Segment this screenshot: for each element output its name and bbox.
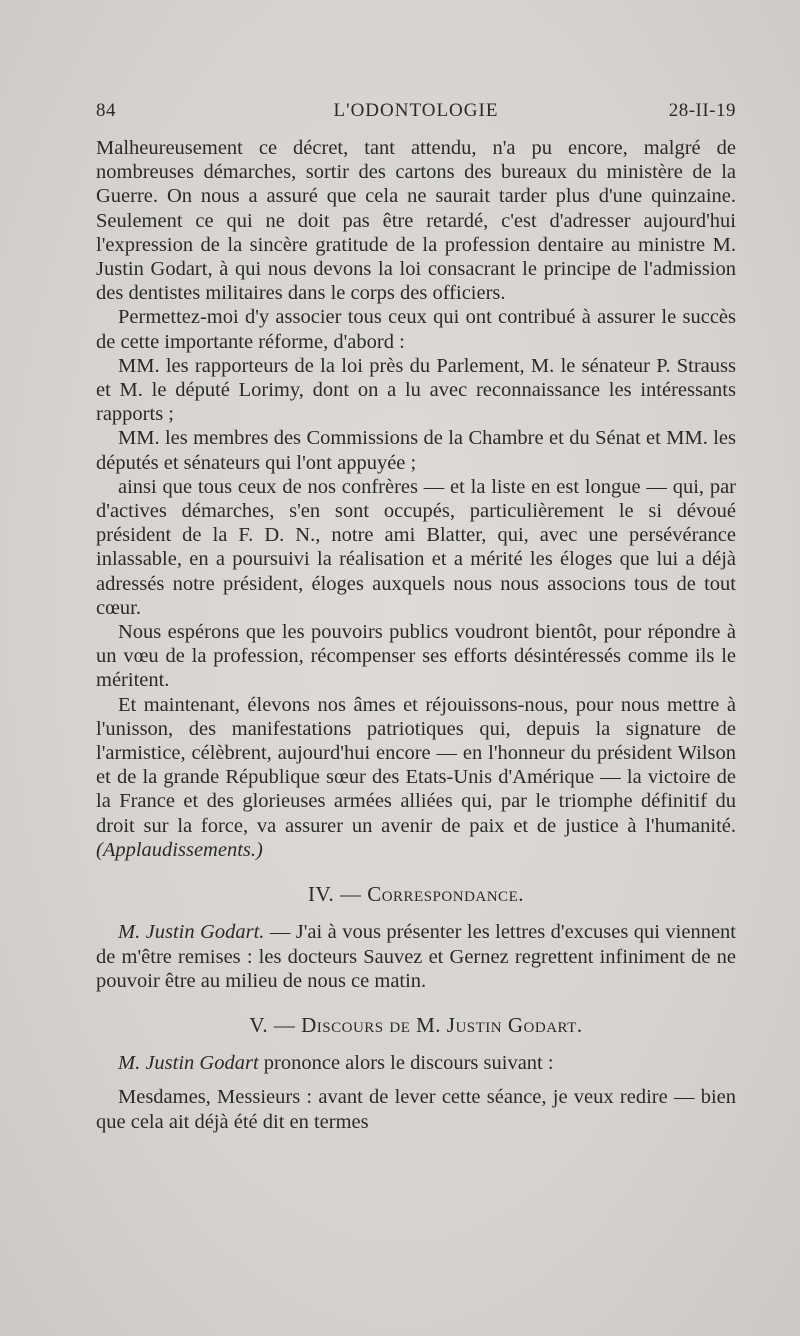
applause-note: (Applaudissements.) [96, 838, 263, 861]
paragraph: ainsi que tous ceux de nos confrères — et la liste en est longue — qui, par d'actives démarches, s'en sont occupés, particulièrement le si dévoué président de la F. D. N., notre ami Blatter, qui, avec une persévérance inlassable, en a poursuivi la réalisation et a mérité les éloges que lui a déjà adressés notre président, éloges auxquels nous nous associons tous de tout cœur. [96, 475, 736, 619]
paragraph-text: Et maintenant, élevons nos âmes et réjouissons-nous, pour nous mettre à l'unisson, des manifestations patriotiques qui, depuis la signature de l'armistice, célèbrent, aujourd'hui encore — en l'honneur du président Wilson et de la grande République sœur des Etats-Unis d'Amérique — la victoire de la France et des glorieuses armées alliées qui, par le triomphe définitif du droit sur la force, va assurer un avenir de paix et de justice à l'humanité. [96, 693, 736, 837]
speaker-name: M. Justin Godart. [118, 921, 265, 944]
section-heading-discours: V. — Discours de M. Justin Godart. [249, 1012, 583, 1037]
paragraph [96, 920, 736, 993]
paragraph: MM. les rapporteurs de la loi près du Parlement, M. le sénateur P. Strauss et M. le député Lorimy, dont on a lu avec reconnaissance les intéressants rapports ; [96, 354, 736, 426]
paragraph-text: — J'ai à vous présenter les lettres d'excuses qui viennent de m'être remises : les docteurs Sauvez et Gernez regrettent infiniment de ne pouvoir être au milieu de nous ce matin. [96, 921, 736, 992]
paragraph: Permettez-moi d'y associer tous ceux qui ont contribué à assurer le succès de cette importante réforme, d'abord : [96, 306, 736, 353]
issue-date: 28-II-19 [668, 100, 736, 121]
paragraph: MM. les membres des Commissions de la Chambre et du Sénat et MM. les députés et sénateurs qui l'ont appuyée ; [96, 427, 736, 474]
speaker-name: M. Justin Godart [118, 1052, 259, 1075]
paragraph [96, 693, 736, 862]
running-header [96, 100, 736, 128]
journal-title: L'ODONTOLOGIE [333, 100, 499, 121]
paragraph: Malheureusement ce décret, tant attendu, n'a pu encore, malgré de nombreuses démarches, sortir des cartons des bureaux du ministère de la Guerre. On nous a assuré que cela ne saurait tarder plus d'une quinzaine. Seulement ce qui ne doit pas être retardé, c'est d'adresser aujourd'hui l'expression de la sincère gratitude de la profession dentaire au ministre M. Justin Godart, à qui nous devons la loi consacrant le principe de l'admission des dentistes militaires dans le corps des officiers. [96, 137, 736, 305]
paragraph-text: prononce alors le discours suivant : [263, 1052, 554, 1075]
paragraph: Nous espérons que les pouvoirs publics voudront bientôt, pour répondre à un vœu de la profession, récompenser ses efforts désintéressés comme ils le méritent. [96, 621, 736, 692]
paragraph [96, 1051, 736, 1075]
paragraph: Mesdames, Messieurs : avant de lever cette séance, je veux redire — bien que cela ait déjà été dit en termes [96, 1086, 736, 1133]
body-text [96, 136, 736, 1134]
page-number: 84 [96, 100, 116, 121]
section-heading-correspondance: IV. — Correspondance. [308, 882, 524, 907]
